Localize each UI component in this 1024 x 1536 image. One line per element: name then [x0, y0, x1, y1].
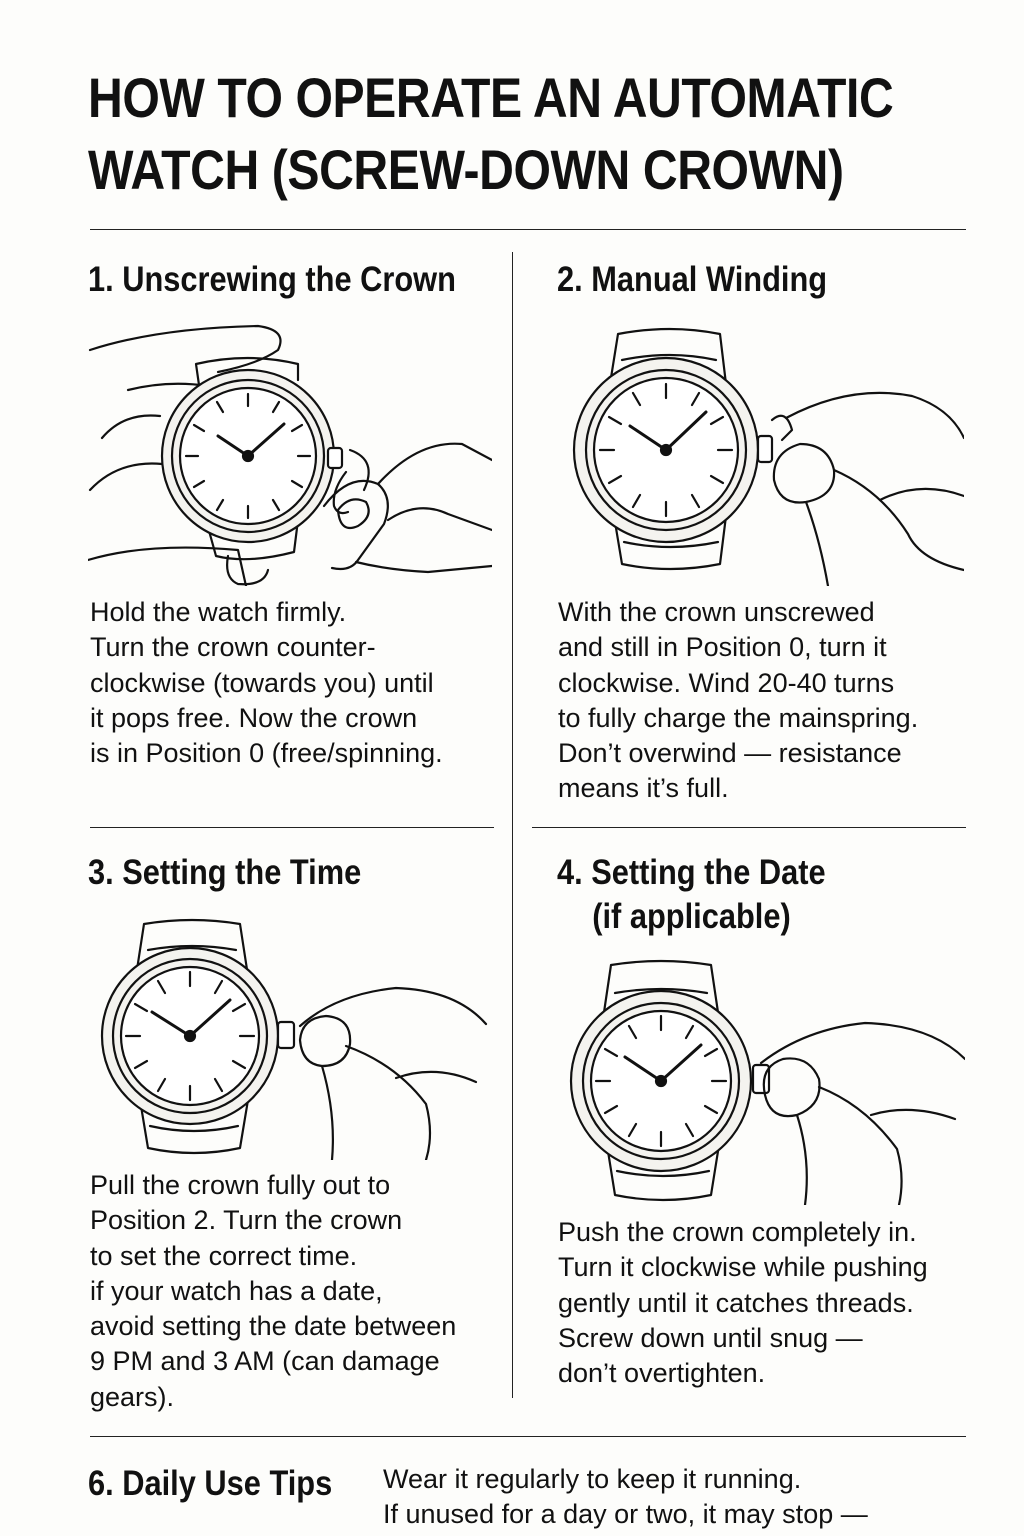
step-3-heading: 3. Setting the Time [88, 853, 362, 892]
step-4-heading-line-2: (if applicable) [592, 897, 791, 936]
step-1-line-1: Hold the watch firmly. [90, 597, 347, 627]
step-2-text [558, 595, 918, 807]
step-2-line-3: clockwise. Wind 20-40 turns [558, 667, 895, 698]
watch-manual-winding-illustration [560, 320, 964, 586]
step-3-line-2: Position 2. Turn the crown [90, 1205, 403, 1236]
step-3-line-5: avoid setting the date between [90, 1311, 457, 1342]
tips-line-1: Wear it regularly to keep it running. [383, 1464, 802, 1494]
step-3-illustration [96, 914, 496, 1160]
column-divider [512, 252, 513, 1398]
step-4-line-5: don’t overtighten. [558, 1358, 766, 1389]
step-4-text [558, 1215, 928, 1391]
step-2-heading: 2. Manual Winding [557, 260, 828, 299]
watch-setting-time-illustration [96, 914, 496, 1160]
tips-divider [90, 1436, 966, 1437]
step-1-text [90, 595, 443, 771]
step-4-line-1: Push the crown completely in. [558, 1217, 917, 1247]
page-title [88, 62, 894, 206]
step-2-line-6: means it’s full. [558, 773, 729, 804]
step-2-line-5: Don’t overwind — resistance [558, 738, 902, 769]
step-3-line-4: if your watch has a date, [90, 1275, 383, 1306]
step-1-line-2: Turn the crown counter- [90, 632, 376, 663]
step-1-line-4: it pops free. Now the crown [90, 702, 418, 733]
title-divider [90, 229, 966, 230]
step-4-illustration [565, 955, 965, 1205]
step-3-text [90, 1168, 456, 1415]
right-row-divider [532, 827, 966, 828]
page-title-line-1: HOW TO OPERATE AN AUTOMATIC [88, 66, 894, 129]
watch-setting-date-illustration [565, 955, 965, 1205]
tips-line-2: If unused for a day or two, it may stop — [383, 1499, 868, 1530]
step-4-line-4: Screw down until snug — [558, 1322, 863, 1353]
step-1-heading: 1. Unscrewing the Crown [88, 260, 456, 299]
tips-heading: 6. Daily Use Tips [88, 1464, 333, 1503]
step-3-line-6: 9 PM and 3 AM (can damage [90, 1346, 440, 1377]
step-2-line-4: to fully charge the mainspring. [558, 702, 919, 733]
step-3-line-7: gears). [90, 1381, 175, 1412]
left-row-divider [90, 827, 494, 828]
step-4-line-3: gently until it catches threads. [558, 1287, 914, 1318]
step-2-line-1: With the crown unscrewed [558, 597, 875, 627]
step-2-line-2: and still in Position 0, turn it [558, 632, 887, 663]
step-2-illustration [560, 320, 964, 586]
tips-text [383, 1462, 868, 1533]
step-1-line-3: clockwise (towards you) until [90, 667, 434, 698]
step-4-line-2: Turn it clockwise while pushing [558, 1252, 928, 1283]
watch-unscrewing-crown-illustration [88, 320, 492, 586]
step-1-illustration [88, 320, 492, 586]
page-title-line-2: WATCH (SCREW-DOWN CROWN) [88, 138, 844, 201]
step-3-line-1: Pull the crown fully out to [90, 1170, 391, 1200]
step-4-heading-line-1: 4. Setting the Date [557, 853, 826, 892]
step-4-heading [557, 851, 826, 939]
step-3-line-3: to set the correct time. [90, 1240, 358, 1271]
step-1-line-5: is in Position 0 (free/spinning. [90, 738, 443, 769]
